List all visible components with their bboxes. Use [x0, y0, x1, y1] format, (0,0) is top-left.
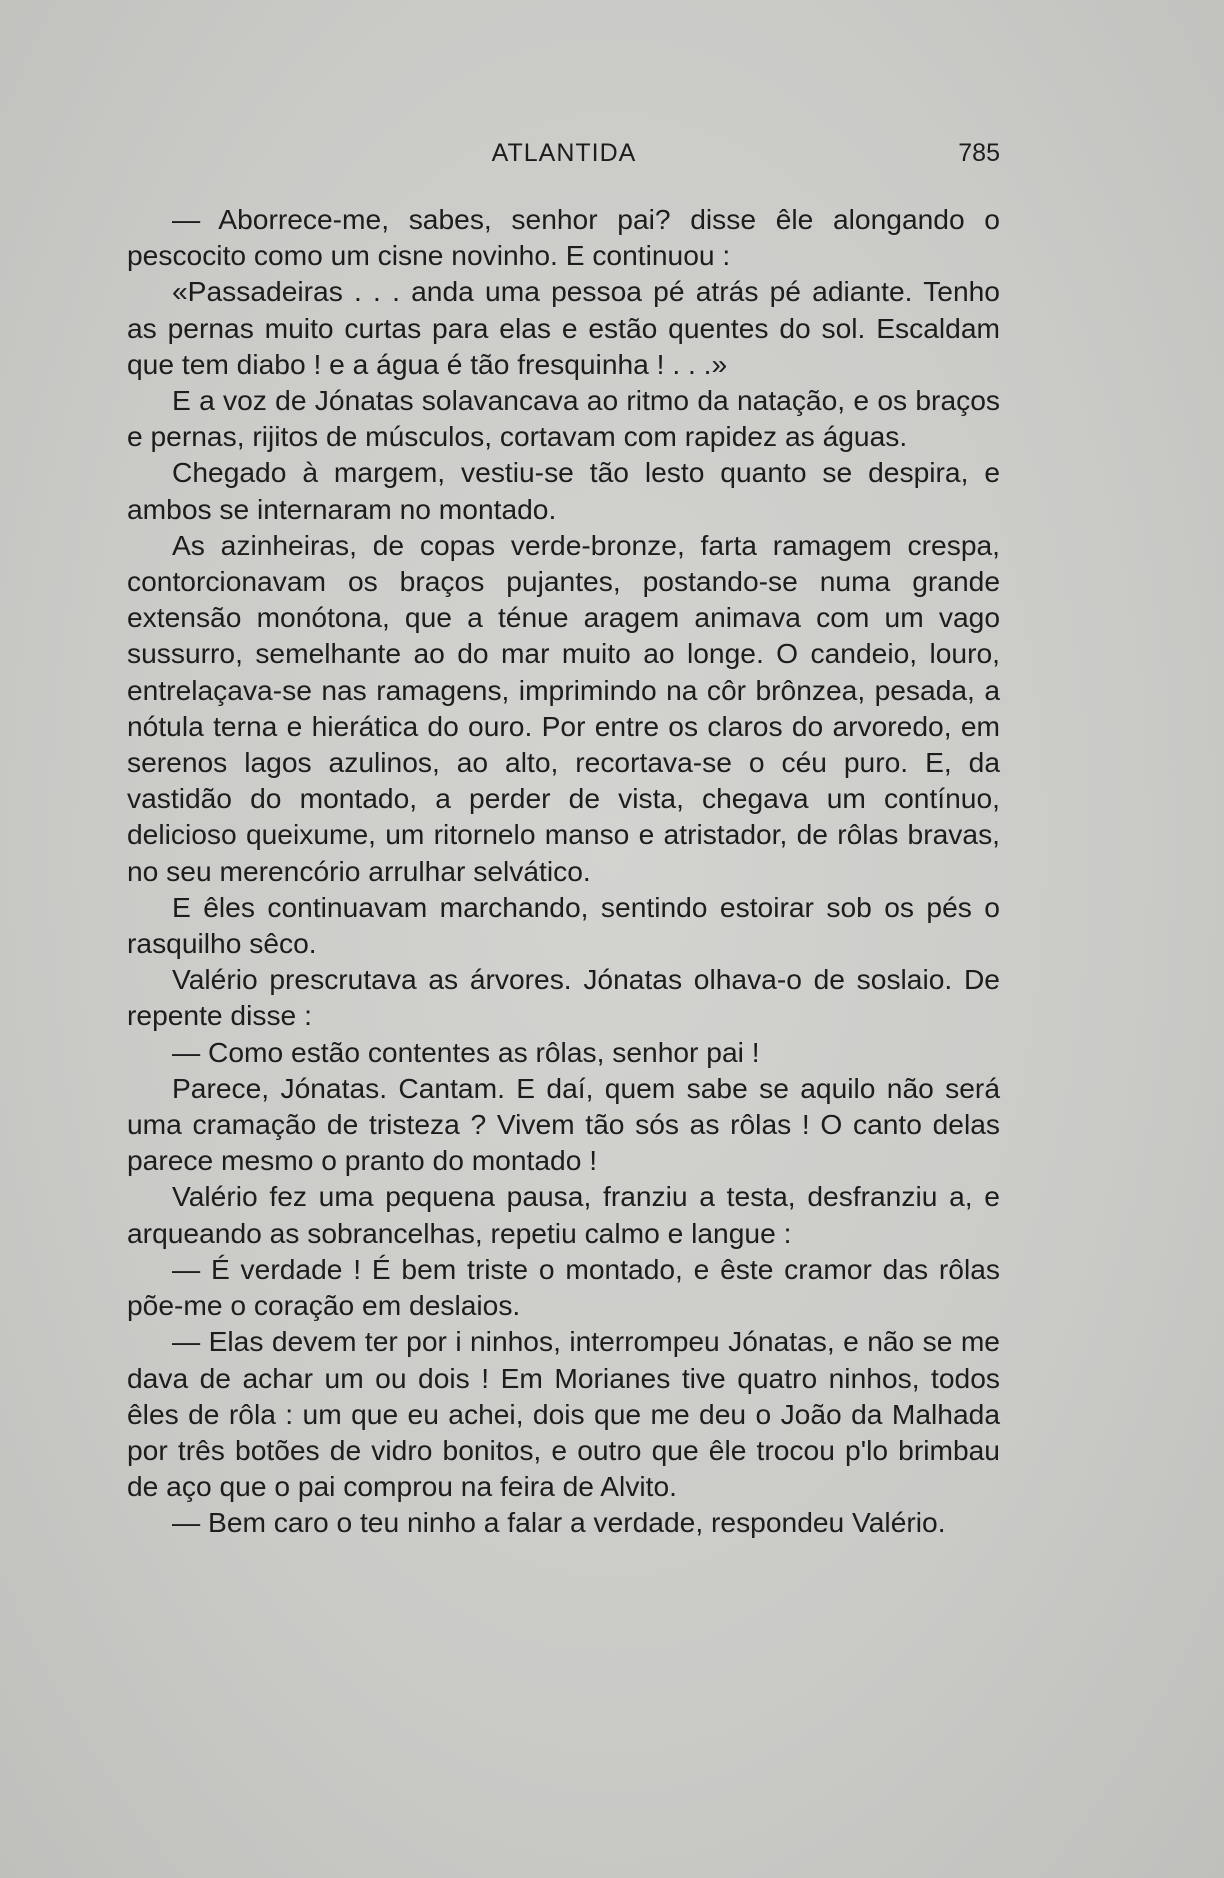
- paragraph: — Elas devem ter por i ninhos, interrompeu Jónatas, e não se me dava de achar um ou dois ! Em Morianes tive quatro ninhos, todos êles de rôla : um que eu achei, dois que me deu o João da Malhada por três botões de vidro bonitos, e outro que êle trocou p'lo brimbau de aço que o pai comprou na feira de Alvito.: [127, 1325, 1000, 1503]
- paragraph: — Como estão contentes as rôlas, senhor pai !: [172, 1035, 760, 1068]
- page-header: [128, 139, 1000, 175]
- paragraph: Parece, Jónatas. Cantam. E daí, quem sabe se aquilo não será uma cramação de tristeza ? Vivem tão sós as rôlas ! O canto delas parece mesmo o pranto do montado !: [127, 1071, 1000, 1177]
- paragraph: — Bem caro o teu ninho a falar a verdade, respondeu Valério.: [172, 1506, 946, 1539]
- paragraph: As azinheiras, de copas verde-bronze, farta ramagem crespa, contorcionavam os braços pujantes, postando-se numa grande extensão monótona, que a ténue aragem animava com um vago sussurro, semelhante ao do mar muito ao longe. O candeio, louro, entrelaçava-se nas ramagens, imprimindo na côr brônzea, pesada, a nótula terna e hierática do ouro. Por entre os claros do arvoredo, em serenos lagos azulinos, ao alto, recortava-se o céu puro. E, da vastidão do montado, a perder de vista, chegava um contínuo, delicioso queixume, um ritornelo manso e atristador, de rôlas bravas, no seu merencório arrulhar selvático.: [127, 528, 1000, 887]
- paragraph: Chegado à margem, vestiu-se tão lesto quanto se despira, e ambos se internaram no montado.: [127, 456, 1000, 525]
- paragraph: Valério prescrutava as árvores. Jónatas olhava-o de soslaio. De repente disse :: [127, 963, 1000, 1032]
- page-number: 785: [958, 139, 1000, 167]
- paragraph: — Aborrece-me, sabes, senhor pai? disse êle alongando o pescocito como um cisne novinho. E continuou :: [127, 203, 1000, 272]
- body-text: [127, 201, 1000, 1541]
- running-title: ATLANTIDA: [491, 139, 637, 167]
- paragraph: «Passadeiras . . . anda uma pessoa pé atrás pé adiante. Tenho as pernas muito curtas para elas e estão quentes do sol. Escaldam que tem diabo ! e a água é tão fresquinha ! . . .»: [127, 275, 1000, 380]
- paragraph: E a voz de Jónatas solavancava ao ritmo da natação, e os braços e pernas, rijitos de músculos, cortavam com rapidez as águas.: [127, 384, 1000, 453]
- paragraph: — É verdade ! É bem triste o montado, e êste cramor das rôlas põe-me o coração em deslaios.: [127, 1252, 1000, 1322]
- paragraph: Valério fez uma pequena pausa, franziu a testa, desfranziu a, e arqueando as sobrancelhas, repetiu calmo e langue :: [127, 1180, 1000, 1249]
- paragraph: E êles continuavam marchando, sentindo estoirar sob os pés o rasquilho sêco.: [127, 890, 1000, 960]
